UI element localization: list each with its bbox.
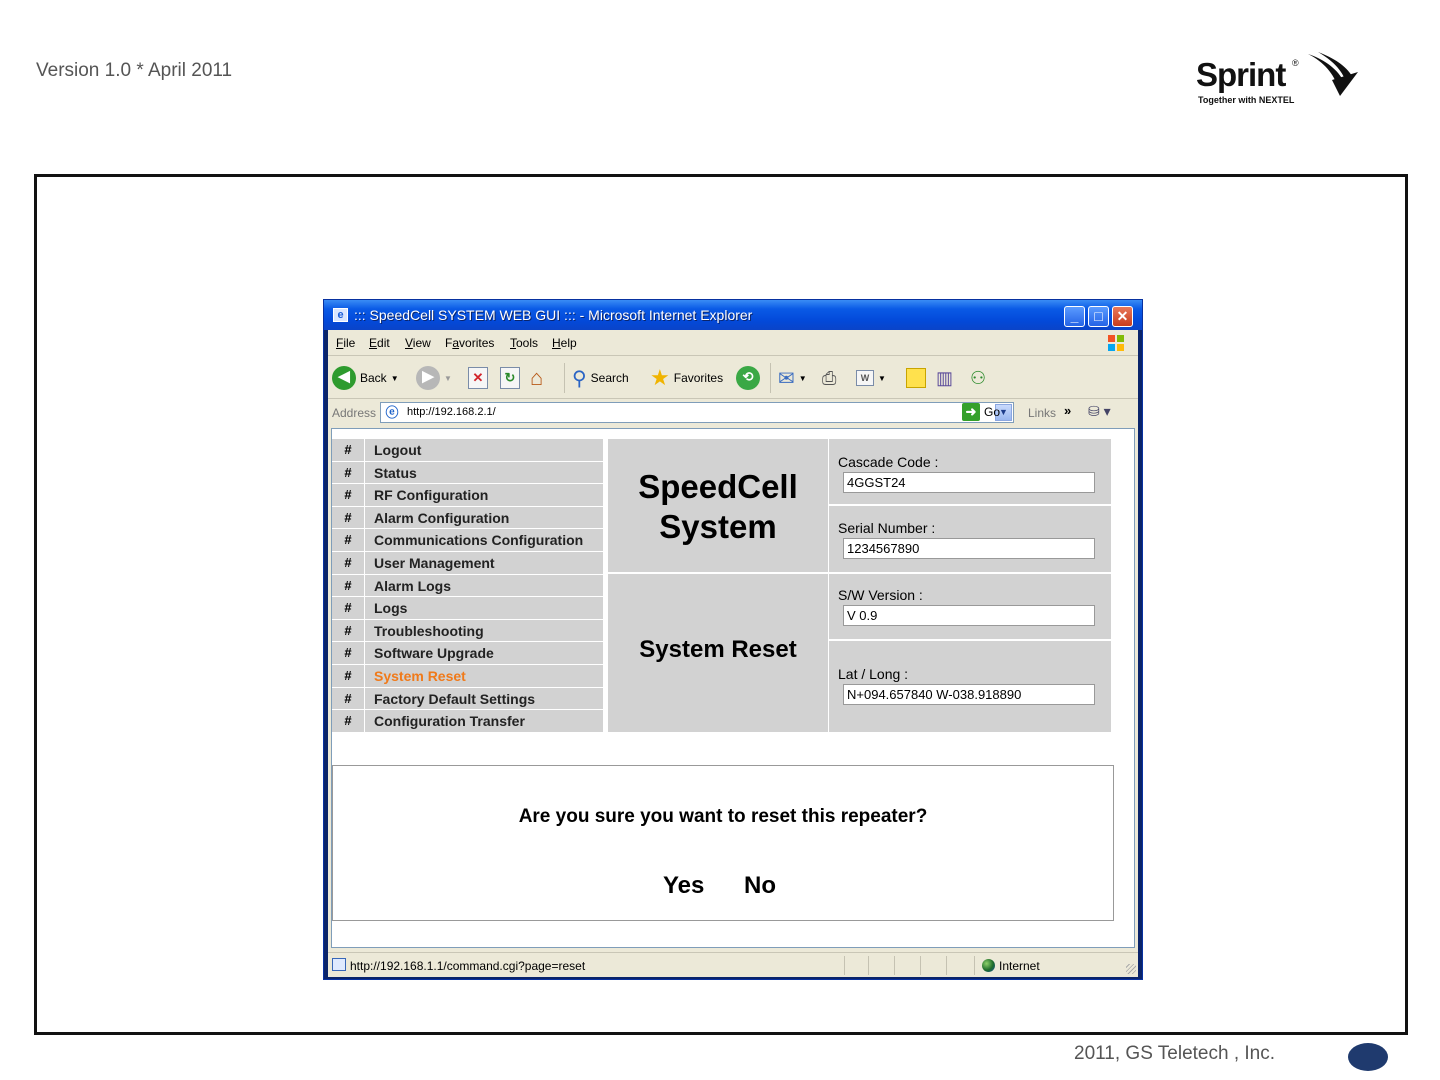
- print-button[interactable]: [822, 365, 836, 391]
- menu-file[interactable]: File: [336, 336, 356, 350]
- nav-row: # User Management: [332, 552, 608, 575]
- maximize-button[interactable]: □: [1088, 306, 1109, 327]
- forward-dropdown-icon: ▼: [444, 373, 452, 383]
- window-title: ::: SpeedCell SYSTEM WEB GUI ::: - Microsoft Internet Explorer: [354, 307, 753, 323]
- address-label: Address: [332, 406, 377, 420]
- menu-tools[interactable]: Tools: [510, 336, 539, 350]
- nav-logs[interactable]: Logs: [365, 597, 603, 619]
- resize-grip-icon[interactable]: [1126, 964, 1136, 974]
- research-books-icon: ▥: [936, 367, 954, 388]
- no-button[interactable]: No: [744, 872, 776, 899]
- confirm-question: Are you sure you want to reset this repeater?: [518, 806, 928, 827]
- address-bar: [328, 400, 1138, 426]
- home-icon: ⌂: [530, 365, 544, 390]
- nav-row: # Status: [332, 462, 608, 485]
- mail-dropdown-icon: ▼: [798, 373, 807, 383]
- sprint-logo-word: Sprint: [1196, 56, 1286, 93]
- forward-arrow-icon: ▶: [416, 366, 440, 390]
- messenger-button[interactable]: [970, 365, 986, 391]
- sw-version-cell: [829, 574, 1111, 639]
- nav-user-management[interactable]: User Management: [365, 552, 603, 574]
- favorites-button[interactable]: ★ Favorites: [650, 365, 724, 390]
- nav-row: # Troubleshooting: [332, 620, 608, 643]
- stop-button[interactable]: [468, 365, 488, 391]
- nav-row: # Logs: [332, 597, 608, 620]
- stop-icon: ✕: [468, 367, 488, 389]
- reset-confirmation: [332, 765, 1114, 921]
- refresh-icon: ↻: [500, 367, 520, 389]
- lat-long-label: Lat / Long :: [838, 666, 909, 682]
- nav-configuration-transfer[interactable]: Configuration Transfer: [365, 710, 603, 732]
- research-button[interactable]: [936, 365, 953, 391]
- nav-factory-default-settings[interactable]: Factory Default Settings: [365, 688, 603, 710]
- toolbar-separator: [564, 363, 565, 393]
- go-button[interactable]: ➜ Go: [962, 403, 1000, 421]
- page-indicator-dot: [1348, 1043, 1388, 1071]
- section-title-cell: [608, 574, 828, 732]
- back-arrow-icon: ◀: [332, 366, 356, 390]
- go-arrow-icon: ➜: [962, 403, 980, 421]
- links-label: Links: [1028, 406, 1057, 420]
- forward-button[interactable]: [416, 365, 452, 391]
- lat-long-field[interactable]: N+094.657840 W-038.918890: [843, 684, 1095, 705]
- home-button[interactable]: [530, 365, 543, 391]
- nav-row: # Configuration Transfer: [332, 710, 608, 733]
- toolbar-separator: [770, 363, 771, 393]
- status-divider: [974, 956, 975, 975]
- windows-flag-icon: [1106, 333, 1126, 353]
- note-icon: [906, 368, 926, 388]
- status-divider: [868, 956, 869, 975]
- section-title: System Reset: [639, 636, 797, 663]
- ie-page-icon: e: [333, 308, 348, 322]
- cascade-code-field[interactable]: 4GGST24: [843, 472, 1095, 493]
- cascade-code-label: Cascade Code :: [838, 454, 939, 470]
- minimize-button[interactable]: _: [1064, 306, 1085, 327]
- serial-number-field[interactable]: 1234567890: [843, 538, 1095, 559]
- menu-view[interactable]: View: [405, 336, 431, 350]
- menu-edit[interactable]: Edit: [369, 336, 390, 350]
- nav-software-upgrade[interactable]: Software Upgrade: [365, 642, 603, 664]
- page-viewport: [331, 428, 1135, 948]
- ie-window: [323, 299, 1143, 980]
- mail-icon: ✉: [778, 367, 795, 390]
- print-icon: ⎙: [822, 367, 837, 388]
- nav-alarm-configuration[interactable]: Alarm Configuration: [365, 507, 603, 529]
- search-icon: ⚲: [572, 367, 587, 390]
- status-divider: [844, 956, 845, 975]
- security-zone: Internet: [999, 959, 1040, 973]
- discuss-button[interactable]: [906, 365, 926, 391]
- nav-menu: [332, 439, 608, 733]
- status-bar: [328, 952, 1138, 976]
- edit-dropdown-icon: ▼: [878, 373, 886, 383]
- title-bar[interactable]: [324, 300, 1142, 330]
- nav-row: # Software Upgrade: [332, 642, 608, 665]
- system-title: SpeedCell System: [638, 468, 798, 545]
- nav-logout[interactable]: Logout: [365, 439, 603, 461]
- serial-number-label: Serial Number :: [838, 520, 936, 536]
- address-input[interactable]: [380, 402, 1014, 423]
- nav-rf-configuration[interactable]: RF Configuration: [365, 484, 603, 506]
- nav-row: # Alarm Logs: [332, 575, 608, 598]
- nav-status[interactable]: Status: [365, 462, 603, 484]
- nav-row: # Logout: [332, 439, 608, 462]
- sprint-logo: [1196, 52, 1366, 108]
- history-icon: ⟲: [736, 366, 760, 390]
- nav-row: # Communications Configuration: [332, 529, 608, 552]
- sprint-logo-tagline: Together with NEXTEL: [1198, 95, 1295, 105]
- links-chevron-icon[interactable]: »: [1064, 403, 1072, 418]
- nav-alarm-logs[interactable]: Alarm Logs: [365, 575, 603, 597]
- history-button[interactable]: [736, 365, 760, 391]
- cascade-code-cell: [829, 439, 1111, 504]
- status-divider: [946, 956, 947, 975]
- sw-version-field[interactable]: V 0.9: [843, 605, 1095, 626]
- nav-communications-configuration[interactable]: Communications Configuration: [365, 529, 603, 551]
- menu-help[interactable]: Help: [552, 336, 577, 350]
- nav-row: # System Reset: [332, 665, 608, 688]
- favorites-star-icon: ★: [650, 365, 670, 390]
- menu-bar: [328, 330, 1138, 356]
- back-dropdown-icon: ▼: [390, 373, 399, 383]
- status-url: http://192.168.1.1/command.cgi?page=reset: [350, 959, 586, 973]
- back-button[interactable]: ◀ Back ▼: [332, 365, 399, 391]
- document-version: Version 1.0 * April 2011: [36, 60, 233, 81]
- ie-chrome: [328, 330, 1138, 977]
- sw-version-label: S/W Version :: [838, 587, 923, 603]
- mail-button[interactable]: [778, 365, 807, 391]
- snagit-icon[interactable]: ⛁ ▾: [1088, 403, 1111, 419]
- edit-button[interactable]: [856, 365, 886, 391]
- nav-row: # Alarm Configuration: [332, 507, 608, 530]
- close-button[interactable]: ✕: [1112, 306, 1133, 327]
- menu-favorites[interactable]: Favorites: [445, 336, 495, 350]
- nav-row: # RF Configuration: [332, 484, 608, 507]
- internet-globe-icon: [982, 959, 995, 972]
- nav-row: # Factory Default Settings: [332, 688, 608, 711]
- system-title-cell: [608, 439, 828, 572]
- page-status-icon: [332, 958, 346, 971]
- edit-page-icon: W: [856, 370, 874, 386]
- search-button[interactable]: ⚲ Search: [572, 367, 629, 390]
- nav-system-reset[interactable]: System Reset: [365, 665, 603, 687]
- address-url: http://192.168.2.1/: [407, 406, 496, 418]
- ie-logo-icon: ⓔ: [385, 405, 399, 420]
- status-divider: [920, 956, 921, 975]
- status-divider: [894, 956, 895, 975]
- nav-troubleshooting[interactable]: Troubleshooting: [365, 620, 603, 642]
- lat-long-cell: [829, 641, 1111, 732]
- sprint-logo-registered: ®: [1292, 58, 1299, 68]
- standard-toolbar: [328, 357, 1138, 399]
- serial-number-cell: [829, 506, 1111, 572]
- address-dropdown-icon[interactable]: ▼: [995, 404, 1012, 421]
- footer-copyright: 2011, GS Teletech , Inc.: [1074, 1043, 1276, 1064]
- yes-button[interactable]: Yes: [663, 872, 705, 899]
- sprint-wing-icon: [1304, 52, 1360, 98]
- messenger-people-icon: ⚇: [970, 367, 987, 388]
- refresh-button[interactable]: [500, 365, 520, 391]
